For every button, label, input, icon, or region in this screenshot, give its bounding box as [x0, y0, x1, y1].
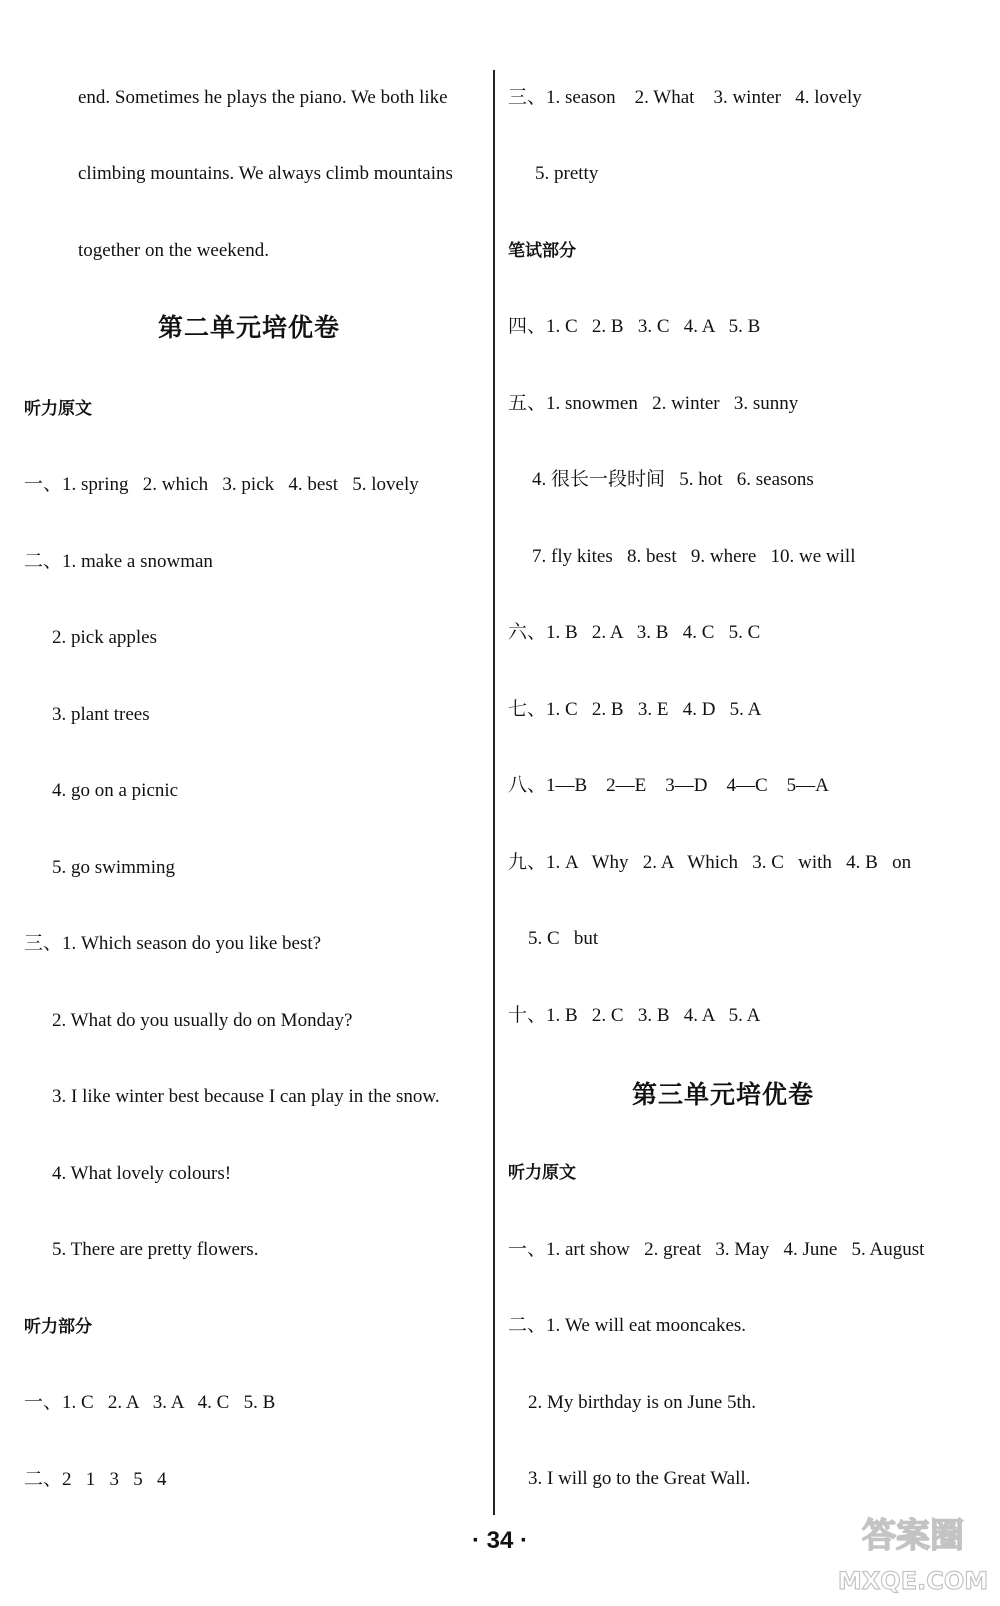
answer-line: 5. go swimming: [52, 857, 175, 878]
paragraph-line: end. Sometimes he plays the piano. We both like: [78, 87, 448, 108]
answer-line: 4. What lovely colours!: [52, 1163, 232, 1184]
answer-line: 三、1. Which season do you like best?: [24, 933, 322, 954]
answer-line: 三、1. season 2. What 3. winter 4. lovely: [508, 87, 862, 108]
answer-line: 一、1. art show 2. great 3. May 4. June 5. August: [508, 1239, 925, 1260]
answer-line: 十、1. B 2. C 3. B 4. A 5. A: [508, 1005, 761, 1026]
answer-line: 5. C but: [528, 928, 599, 949]
section-heading-written-part: 笔试部分: [508, 241, 576, 261]
section-heading-listening-script: 听力原文: [24, 399, 92, 419]
answer-line: 4. 很长一段时间 5. hot 6. seasons: [532, 469, 814, 490]
answer-line: 5. There are pretty flowers.: [52, 1239, 259, 1260]
answer-line: 五、1. snowmen 2. winter 3. sunny: [508, 393, 799, 414]
paragraph-line: together on the weekend.: [78, 240, 269, 261]
svg-text:答案圈: 答案圈: [862, 1516, 964, 1556]
page-number: · 34 ·: [471, 1527, 528, 1554]
answer-line: 二、2 1 3 5 4: [24, 1469, 167, 1490]
answer-line: 八、1—B 2—E 3—D 4—C 5—A: [508, 775, 829, 796]
section-heading-listening-part: 听力部分: [24, 1317, 92, 1337]
column-divider: [493, 70, 495, 1515]
watermark-logo: [838, 1505, 988, 1601]
unit-2-title: 第二单元培优卷: [158, 313, 341, 342]
answer-line: 3. plant trees: [52, 704, 150, 725]
answer-line: 六、1. B 2. A 3. B 4. C 5. C: [508, 622, 761, 643]
section-heading-listening-script: 听力原文: [508, 1163, 576, 1183]
answer-line: 七、1. C 2. B 3. E 4. D 5. A: [508, 699, 762, 720]
answer-line: 3. I will go to the Great Wall.: [528, 1468, 751, 1489]
svg-text:MXQE.COM: MXQE.COM: [838, 1567, 988, 1595]
answer-line: 2. What do you usually do on Monday?: [52, 1010, 353, 1031]
answer-line: 4. go on a picnic: [52, 780, 179, 801]
answer-line: 7. fly kites 8. best 9. where 10. we will: [532, 546, 856, 567]
unit-3-title: 第三单元培优卷: [632, 1080, 815, 1109]
paragraph-line: climbing mountains. We always climb mountains: [78, 163, 453, 184]
answer-line: 四、1. C 2. B 3. C 4. A 5. B: [508, 316, 761, 337]
answer-line: 一、1. spring 2. which 3. pick 4. best 5. lovely: [24, 474, 419, 495]
answer-line: 九、1. A Why 2. A Which 3. C with 4. B on: [508, 852, 912, 873]
answer-line: 2. pick apples: [52, 627, 158, 648]
answer-line: 5. pretty: [535, 163, 599, 184]
answer-line: 二、1. make a snowman: [24, 551, 213, 572]
answer-line: 3. I like winter best because I can play in the snow.: [52, 1086, 440, 1107]
answer-line: 二、1. We will eat mooncakes.: [508, 1315, 747, 1336]
answer-line: 2. My birthday is on June 5th.: [528, 1392, 756, 1413]
answer-line: 一、1. C 2. A 3. A 4. C 5. B: [24, 1392, 276, 1413]
